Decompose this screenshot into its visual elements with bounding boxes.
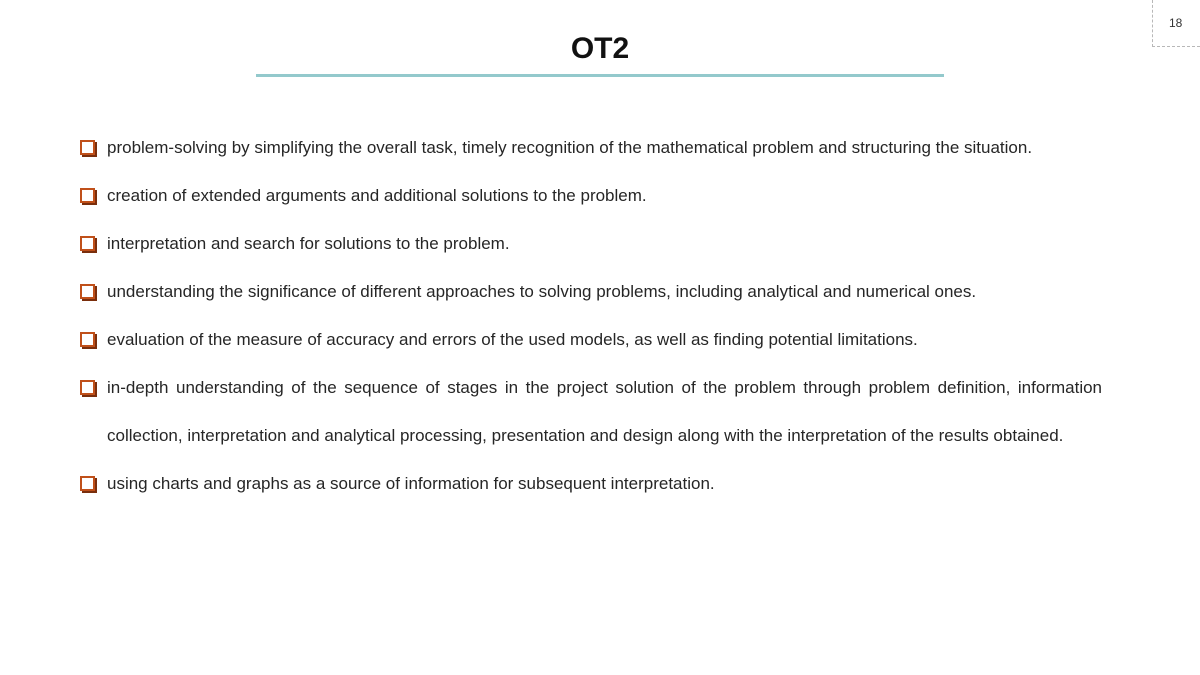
checkbox-bullet-icon: [80, 284, 95, 299]
bullet-text: creation of extended arguments and additional solutions to the problem.: [107, 186, 647, 205]
bullet-list: [80, 124, 1102, 508]
bullet-item: [80, 124, 1102, 172]
bullet-text: interpretation and search for solutions to the problem.: [107, 234, 510, 253]
checkbox-bullet-icon: [80, 476, 95, 491]
bullet-text: using charts and graphs as a source of information for subsequent interpretation.: [107, 474, 715, 493]
slide-number: 18: [1169, 16, 1183, 30]
checkbox-bullet-icon: [80, 332, 95, 347]
bullet-item: [80, 268, 1102, 316]
checkbox-bullet-icon: [80, 188, 95, 203]
bullet-item: [80, 316, 1102, 364]
bullet-text: problem-solving by simplifying the overall task, timely recognition of the mathematical problem and structuring the situation.: [107, 138, 1033, 157]
checkbox-bullet-icon: [80, 236, 95, 251]
checkbox-bullet-icon: [80, 140, 95, 155]
bullet-item: [80, 220, 1102, 268]
slide-title: OT2: [570, 32, 630, 65]
bullet-item: [80, 364, 1102, 460]
bullet-item: [80, 172, 1102, 220]
bullet-item: [80, 460, 1102, 508]
title-underline: [256, 74, 944, 77]
checkbox-bullet-icon: [80, 380, 95, 395]
bullet-text: understanding the significance of different approaches to solving problems, including analytical and numerical ones.: [107, 282, 977, 301]
bullet-text: in-depth understanding of the sequence of stages in the project solution of the problem through problem definition, information collection, interpretation and analytical processing, presentation and design along with the interpretation of the results obtained.: [107, 378, 1102, 445]
bullet-text: evaluation of the measure of accuracy and errors of the used models, as well as finding potential limitations.: [107, 330, 918, 349]
